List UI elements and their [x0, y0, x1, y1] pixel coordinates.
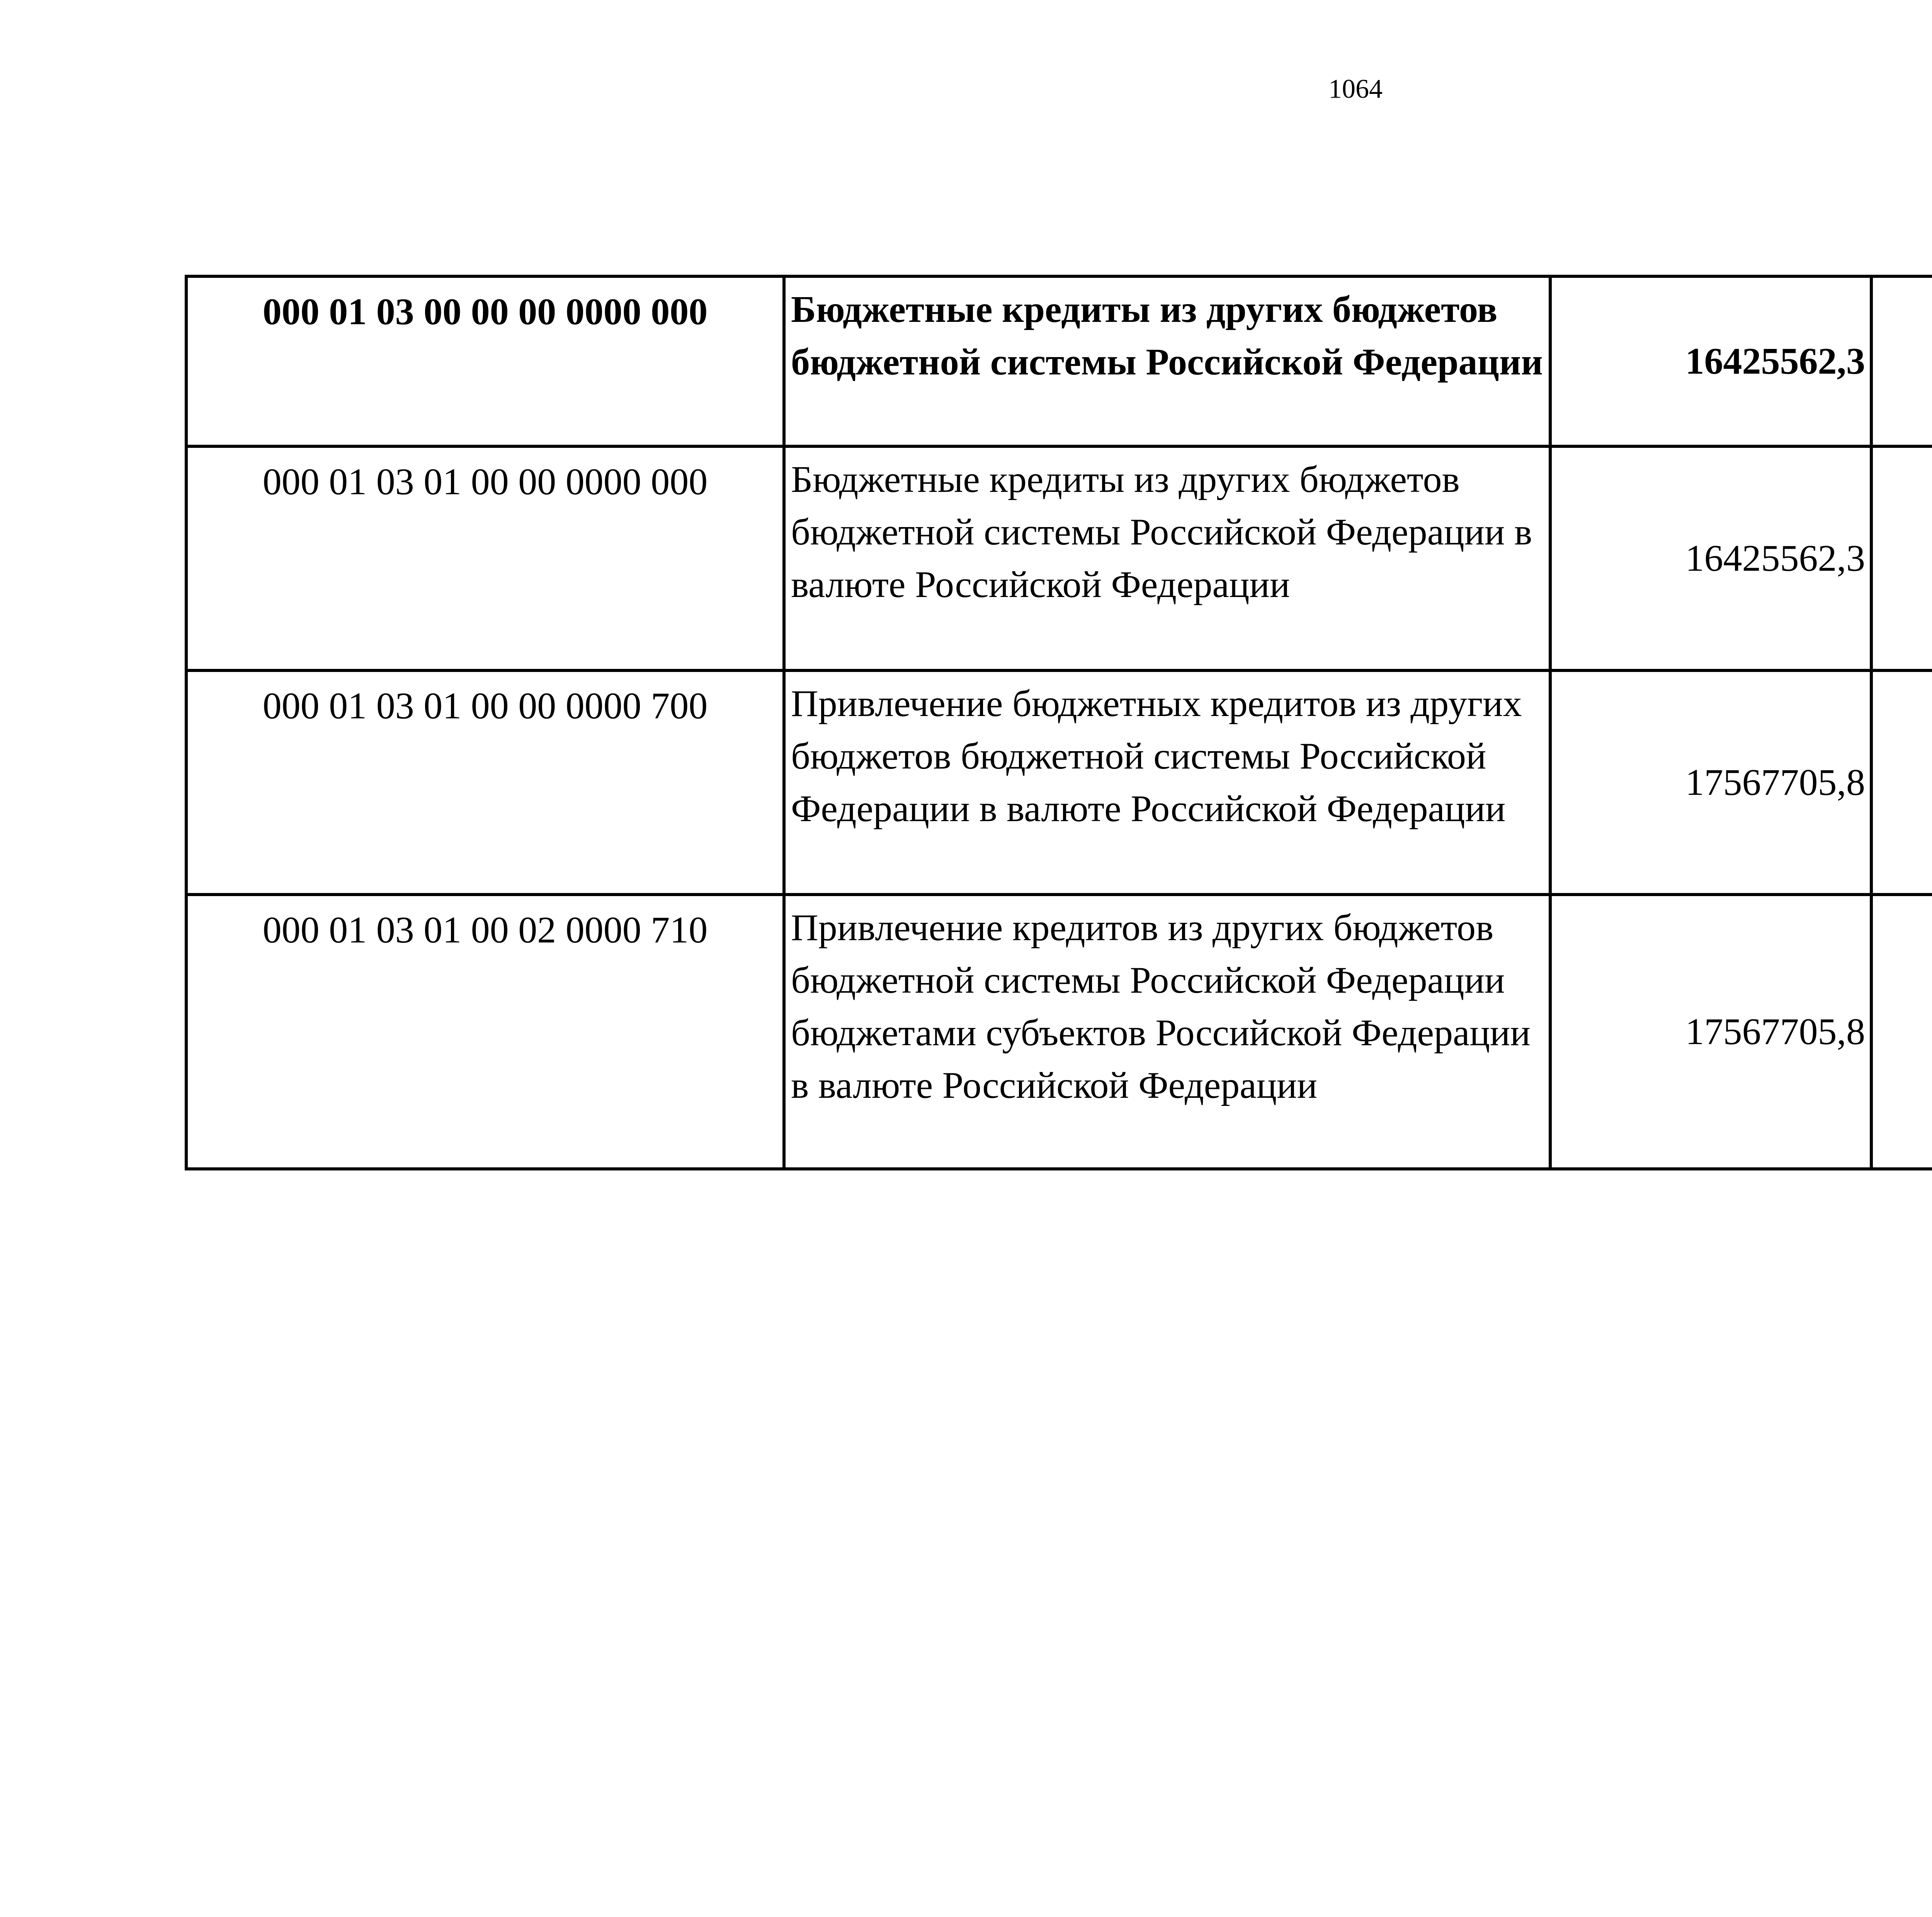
budget-name-cell: Бюджетные кредиты из других бюджетов бюджетной системы Российской Федерации — [784, 276, 1550, 446]
value-year2-cell — [1871, 670, 1932, 895]
budget-sources-table — [185, 275, 1932, 1170]
table-row — [186, 670, 1932, 895]
budget-code-cell: 000 01 03 01 00 00 0000 700 — [186, 670, 784, 895]
budget-code-cell: 000 01 03 00 00 00 0000 000 — [186, 276, 784, 446]
table-row — [186, 895, 1932, 1169]
table-row — [186, 446, 1932, 670]
value-year1-cell: 17567705,8 — [1550, 895, 1871, 1169]
value-year2-cell — [1871, 276, 1932, 446]
table-row — [186, 276, 1932, 446]
value-year2-cell — [1871, 895, 1932, 1169]
budget-name-cell: Бюджетные кредиты из других бюджетов бюджетной системы Российской Федерации в валюте Российской Федерации — [784, 446, 1550, 670]
page-number: 1064 — [1328, 74, 1383, 104]
budget-code-cell: 000 01 03 01 00 00 0000 000 — [186, 446, 784, 670]
value-year1-cell: 17567705,8 — [1550, 670, 1871, 895]
value-year1-cell: 16425562,3 — [1550, 446, 1871, 670]
value-year1-cell: 16425562,3 — [1550, 276, 1871, 446]
value-year2-cell — [1871, 446, 1932, 670]
budget-name-cell: Привлечение бюджетных кредитов из других бюджетов бюджетной системы Российской Федерации в валюте Российской Федерации — [784, 670, 1550, 895]
budget-name-cell: Привлечение кредитов из других бюджетов бюджетной системы Российской Федерации бюджетами субъектов Российской Федерации в валюте Российской Федерации — [784, 895, 1550, 1169]
budget-code-cell: 000 01 03 01 00 02 0000 710 — [186, 895, 784, 1169]
